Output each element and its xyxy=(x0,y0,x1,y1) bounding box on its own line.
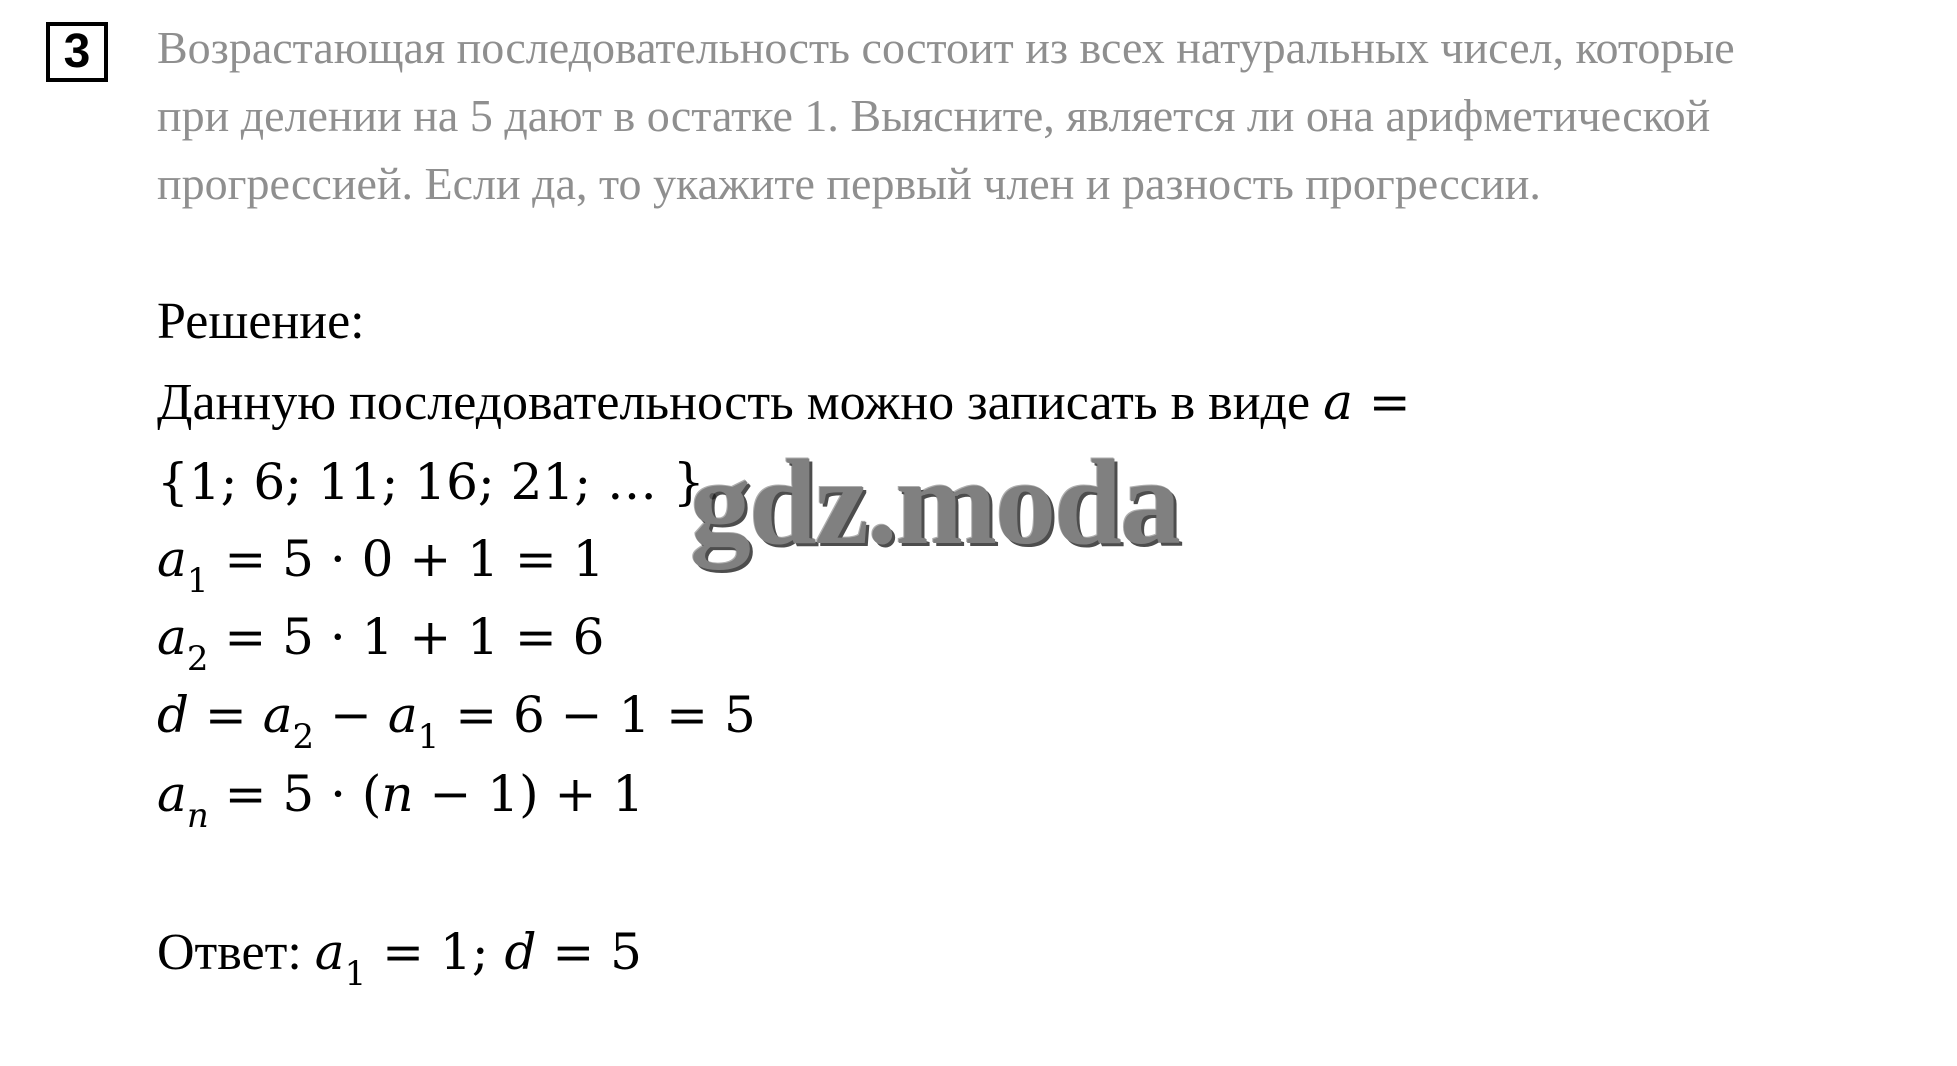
eq1-var: a xyxy=(157,530,187,588)
eq3-a2-sub: 2 xyxy=(292,717,315,757)
eq1-sub: 1 xyxy=(186,561,209,601)
eq2-sub: 2 xyxy=(186,639,209,679)
eq2-var: a xyxy=(157,608,187,666)
eq4-n: n xyxy=(381,765,414,823)
intro-equals: = xyxy=(1352,373,1411,431)
intro-variable: a xyxy=(1323,373,1353,431)
watermark: gdz.moda xyxy=(690,435,1179,570)
equation-difference xyxy=(157,675,756,755)
equation-a1 xyxy=(157,519,604,599)
eq3-a1: a xyxy=(387,686,418,744)
answer-mid: = 1; xyxy=(366,923,505,981)
answer-d: d xyxy=(504,923,537,981)
task-statement xyxy=(157,14,1937,218)
equation-a2 xyxy=(157,597,604,677)
sequence-set: {1; 6; 11; 16; 21; … }. xyxy=(157,453,721,511)
task-number-badge: 3 xyxy=(46,22,108,82)
answer xyxy=(157,912,642,992)
task-line: прогрессией. Если да, то укажите первый член и разность прогрессии. xyxy=(157,158,1541,209)
eq3-a1-sub: 1 xyxy=(417,717,440,757)
eq3-eq: = xyxy=(189,686,263,744)
answer-end: = 5 xyxy=(536,923,642,981)
solution-intro xyxy=(157,362,1411,442)
eq2-rhs: = 5 · 1 + 1 = 6 xyxy=(208,608,605,666)
eq3-d: d xyxy=(157,686,190,744)
eq4-var: a xyxy=(157,765,187,823)
eq3-minus: − xyxy=(314,686,388,744)
eq4-rhs2: − 1) + 1 xyxy=(413,765,645,823)
answer-var: a xyxy=(314,923,345,981)
answer-sub: 1 xyxy=(344,954,367,994)
eq4-sub: n xyxy=(186,796,209,836)
task-line: Возрастающая последовательность состоит из всех натуральных чисел, которые xyxy=(157,22,1735,73)
intro-text: Данную последовательность можно записать в виде xyxy=(157,374,1311,431)
eq1-rhs: = 5 · 0 + 1 = 1 xyxy=(208,530,605,588)
solution-heading: Решение: xyxy=(157,293,365,350)
answer-label: Ответ: xyxy=(157,924,315,981)
task-line: при делении на 5 дают в остатке 1. Выясните, является ли она арифметической xyxy=(157,90,1711,141)
eq3-a2: a xyxy=(262,686,293,744)
eq4-rhs1: = 5 · ( xyxy=(208,765,382,823)
equation-general-term xyxy=(157,754,644,834)
eq3-rhs: = 6 − 1 = 5 xyxy=(439,686,756,744)
